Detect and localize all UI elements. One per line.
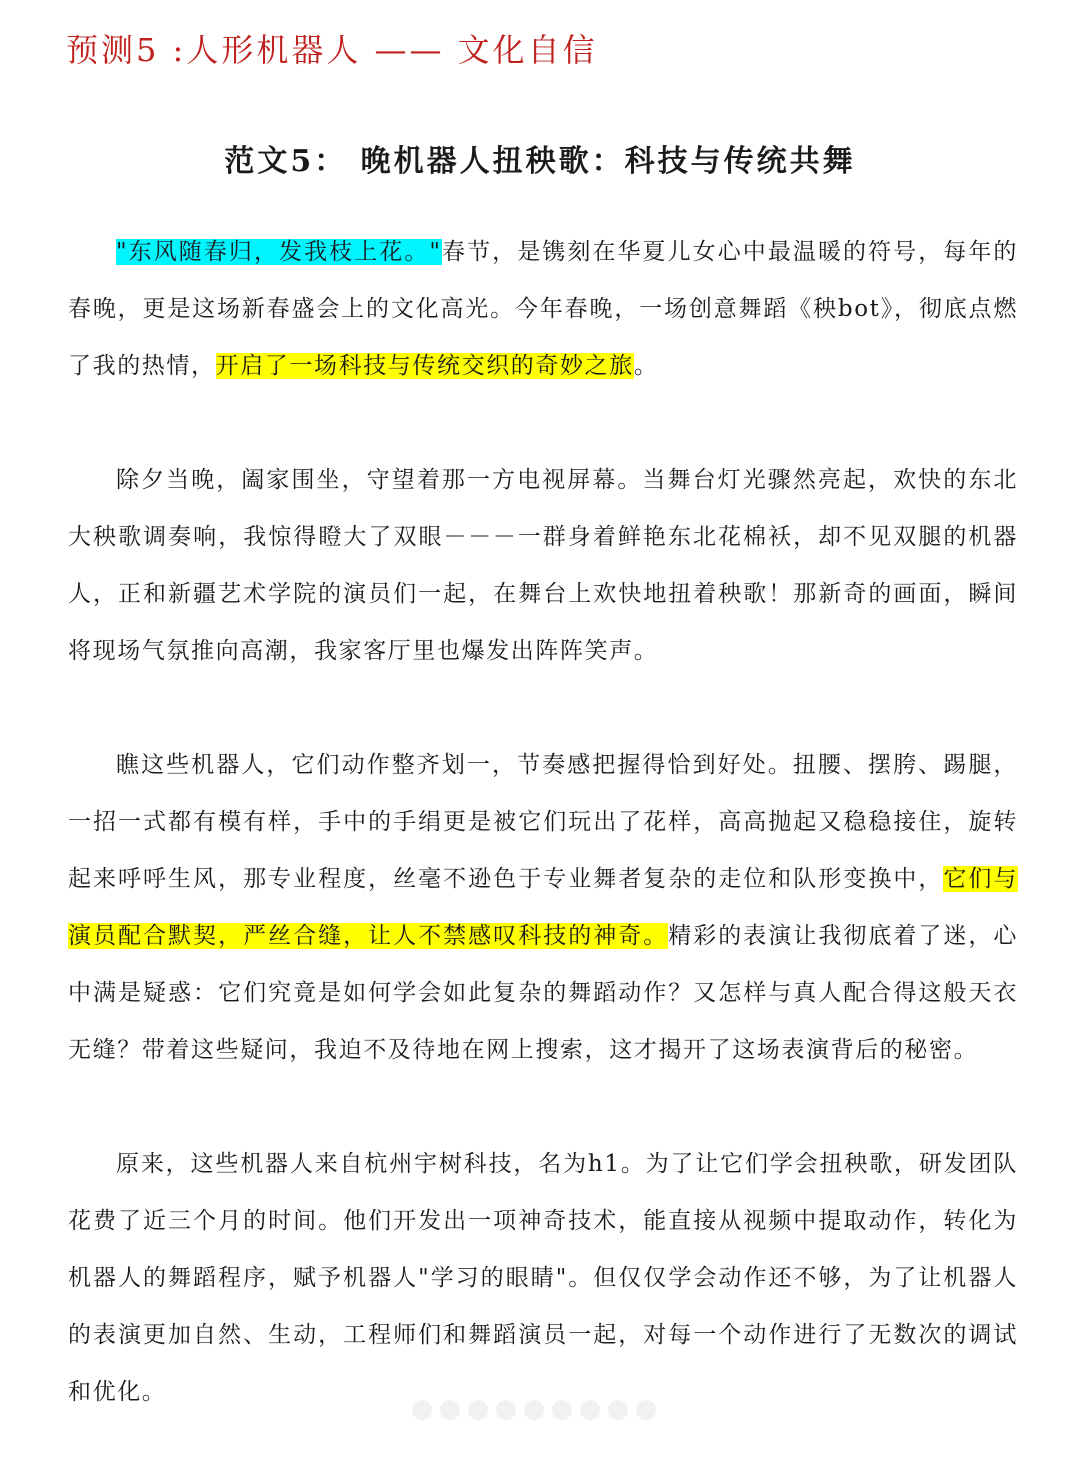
paragraph-4: 原来，这些机器人来自杭州宇树科技，名为h1。为了让它们学会扭秧歌，研发团队花费了近三个月的时间。他们开发出一项神奇技术，能直接从视频中提取动作，转化为机器人的舞蹈程序，赋予机器人"学习的眼睛"。但仅仅学会动作还不够，为了让机器人的表演更加自然、生动，工程师们和舞蹈演员一起，对每一个动作进行了无数次的调试和优化。 — [68, 1151, 1018, 1405]
paragraph-1-text-a: 春节，是镌刻在华夏儿女心中最温暖的符号，每年的春晚，更是这场新春盛会上的文化高光。今年春晚，一场创意舞蹈《秧bot》，彻底点燃了我的热情， — [68, 239, 1018, 379]
paragraph-3-highlight: 它们与演员配合默契，严丝合缝，让人不禁感叹科技的神奇。 — [68, 866, 1018, 949]
watermark-dot — [608, 1400, 628, 1420]
watermark-dot — [552, 1400, 572, 1420]
watermark-dot — [412, 1400, 432, 1420]
paragraph-1-text-b: 。 — [633, 353, 659, 379]
paragraph-3 — [68, 737, 1018, 1079]
prediction-heading: 预测5 :人形机器人 —— 文化自信 — [66, 31, 598, 69]
watermark-dot — [440, 1400, 460, 1420]
essay-title: 范文5： 晚机器人扭秧歌：科技与传统共舞 — [224, 144, 856, 179]
paragraph-1 — [68, 224, 1018, 395]
watermark-dot — [580, 1400, 600, 1420]
watermark-dot — [496, 1400, 516, 1420]
watermark-dot — [524, 1400, 544, 1420]
paragraph-2: 除夕当晚，阖家围坐，守望着那一方电视屏幕。当舞台灯光骤然亮起，欢快的东北大秧歌调奏响，我惊得瞪大了双眼－－－一群身着鲜艳东北花棉袄，却不见双腿的机器人，正和新疆艺术学院的演员们一起，在舞台上欢快地扭着秧歌！那新奇的画面，瞬间将现场气氛推向高潮，我家客厅里也爆发出阵阵笑声。 — [68, 467, 1018, 664]
poem-quote-highlight: "东风随春归，发我枝上花。" — [116, 239, 442, 265]
paragraph-3-text-b: 精彩的表演让我彻底着了迷，心中满是疑惑：它们究竟是如何学会如此复杂的舞蹈动作？又怎样与真人配合得这般天衣无缝？带着这些疑问，我迫不及待地在网上搜索，这才揭开了这场表演背后的秘密。 — [68, 923, 1019, 1063]
paragraph-3-text-a: 瞧这些机器人，它们动作整齐划一，节奏感把握得恰到好处。扭腰、摆胯、踢腿，一招一式都有模有样，手中的手绢更是被它们玩出了花样，高高抛起又稳稳接住，旋转起来呼呼生风，那专业程度，丝毫不逊色于专业舞者复杂的走位和队形变换中， — [68, 752, 1018, 892]
watermark-dots — [412, 1400, 656, 1420]
paragraph-1-highlight: 开启了一场科技与传统交织的奇妙之旅 — [215, 353, 634, 379]
watermark-dot — [636, 1400, 656, 1420]
watermark-dot — [468, 1400, 488, 1420]
essay-body — [68, 224, 1018, 1478]
